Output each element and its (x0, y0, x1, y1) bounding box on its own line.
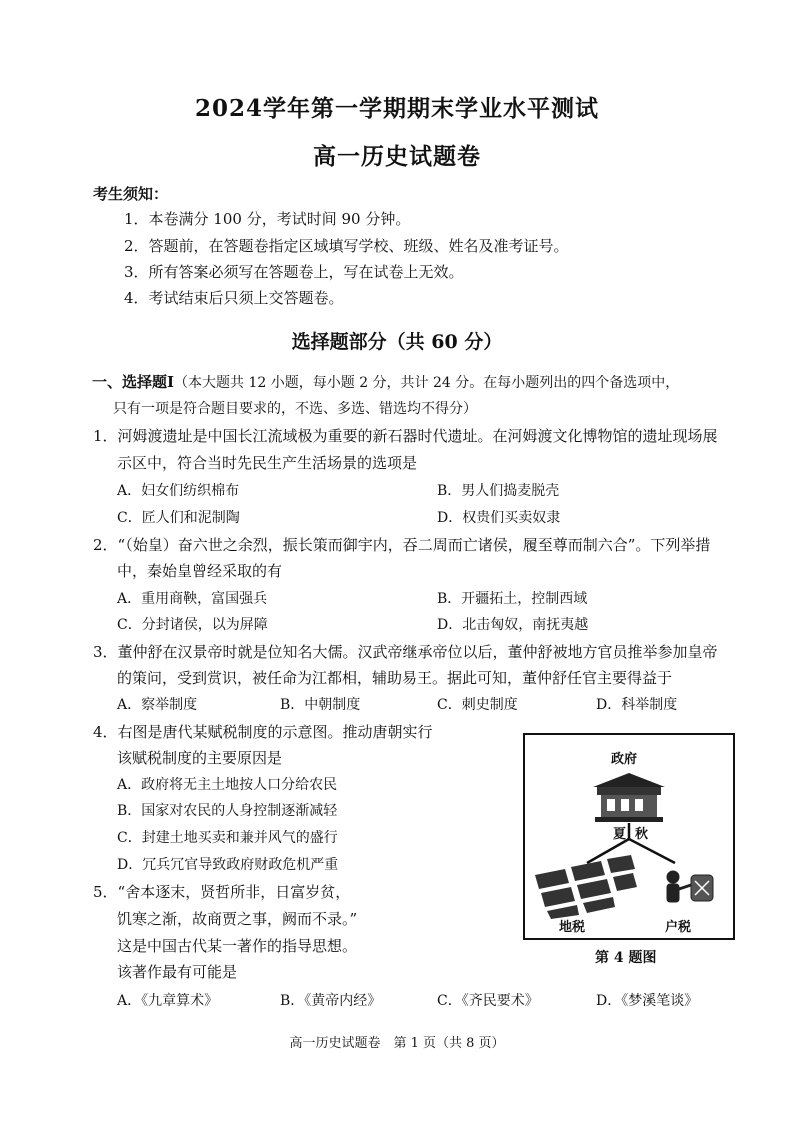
question-3-option-a: A．察举制度 (117, 697, 198, 713)
question-1-stem-cont: 示区中，符合当时先民生产生活场景的选项是 (117, 454, 418, 472)
question-5-stem: 5．“舍本逐末，贤哲所非，日富岁贫， (93, 883, 351, 901)
tax-system-figure (523, 733, 735, 940)
question-3-option-d: D．科举制度 (596, 697, 678, 713)
question-4-option-b: B．国家对农民的人身控制逐渐减轻 (117, 803, 338, 819)
farmland-icon (535, 855, 637, 919)
notice-item: 1．本卷满分 100 分，考试时间 90 分钟。 (124, 210, 411, 228)
question-2-option-a: A．重用商鞅，富国强兵 (117, 591, 268, 607)
question-5-option-a: A．《九章算术》 (117, 993, 219, 1009)
question-1-stem: 1．河姆渡遗址是中国长江流域极为重要的新石器时代遗址。在河姆渡文化博物馆的遗址现场展 (93, 427, 718, 445)
question-3-option-b: B．中朝制度 (280, 697, 361, 713)
autumn-label: 秋 (635, 827, 649, 842)
question-2-stem: 2．“（始皇）奋六世之余烈，振长策而御宇内，吞二周而亡诸侯，履至尊而制六合”。下列举措 (93, 536, 711, 554)
question-2-option-b: B．开疆拓土，控制西域 (437, 591, 588, 607)
question-5-option-b: B．《黄帝内经》 (280, 993, 382, 1009)
question-2-option-c: C．分封诸侯，以为屏障 (117, 617, 268, 633)
question-1-option-d: D．权贵们买卖奴隶 (437, 510, 561, 526)
section-title: 选择题部分（共 60 分） (291, 331, 503, 353)
exam-subtitle: 高一历史试题卷 (313, 143, 481, 170)
exam-title: 2024学年第一学期期末学业水平测试 (194, 95, 599, 122)
question-3-stem: 3．董仲舒在汉景帝时就是位知名大儒。汉武帝继承帝位以后，董仲舒被地方官员推举参加皇帝 (93, 643, 718, 661)
question-5-option-d: D．《梦溪笔谈》 (596, 993, 699, 1009)
question-1-option-a: A．妇女们纺织棉布 (117, 483, 240, 499)
notice-item: 2．答题前，在答题卷指定区域填写学校、班级、姓名及准考证号。 (124, 237, 569, 255)
part-heading: 一、选择题Ⅰ (92, 373, 175, 391)
question-4-stem-cont: 该赋税制度的主要原因是 (117, 749, 283, 767)
question-5-stem-cont: 这是中国古代某一著作的指导思想。 (117, 937, 358, 955)
question-2-stem-cont: 中，秦始皇曾经采取的有 (117, 562, 283, 580)
part-description-cont: 只有一项是符合题目要求的，不选、多选、错选均不得分） (113, 401, 477, 417)
part-description: （本大题共 12 小题，每小题 2 分，共计 24 分。在每小题列出的四个备选项中， (174, 375, 680, 391)
government-building-icon (593, 773, 665, 822)
notice-item: 4．考试结束后只须上交答题卷。 (124, 289, 344, 307)
government-label: 政府 (611, 752, 638, 767)
part-instructions (92, 371, 679, 392)
question-5-stem-cont: 该著作最有可能是 (117, 963, 238, 981)
question-4-stem: 4．右图是唐代某赋税制度的示意图。推动唐朝实行 (93, 723, 433, 741)
question-2-option-d: D．北击匈奴，南抚夷越 (437, 617, 589, 633)
notice-title: 考生须知： (93, 185, 169, 203)
land-tax-label: 地税 (559, 920, 586, 935)
question-3-option-c: C．刺史制度 (437, 697, 518, 713)
question-1-option-c: C．匠人们和泥制陶 (117, 510, 240, 526)
question-5-option-c: C．《齐民要术》 (437, 993, 539, 1009)
question-1-option-b: B．男人们捣麦脱壳 (437, 483, 560, 499)
question-4-option-c: C．封建土地买卖和兼并风气的盛行 (117, 830, 338, 846)
question-4-option-d: D．冗兵冗官导致政府财政危机严重 (117, 857, 339, 873)
household-tax-label: 户税 (665, 920, 692, 935)
farmer-icon (667, 871, 713, 902)
notice-item: 3．所有答案必须写在答题卷上，写在试卷上无效。 (124, 263, 464, 281)
figure-caption: 第 4 题图 (595, 950, 657, 966)
summer-label: 夏 (613, 827, 627, 842)
question-4-option-a: A．政府将无主土地按人口分给农民 (117, 777, 338, 793)
question-5-stem-cont: 饥寒之渐，故商贾之事，阙而不录。” (117, 910, 358, 928)
page-footer: 高一历史试题卷 第 1 页（共 8 页） (289, 1036, 505, 1051)
question-3-stem-cont: 的策问，受到赏识，被任命为江都相，辅助易王。据此可知，董仲舒任官主要得益于 (117, 669, 673, 687)
